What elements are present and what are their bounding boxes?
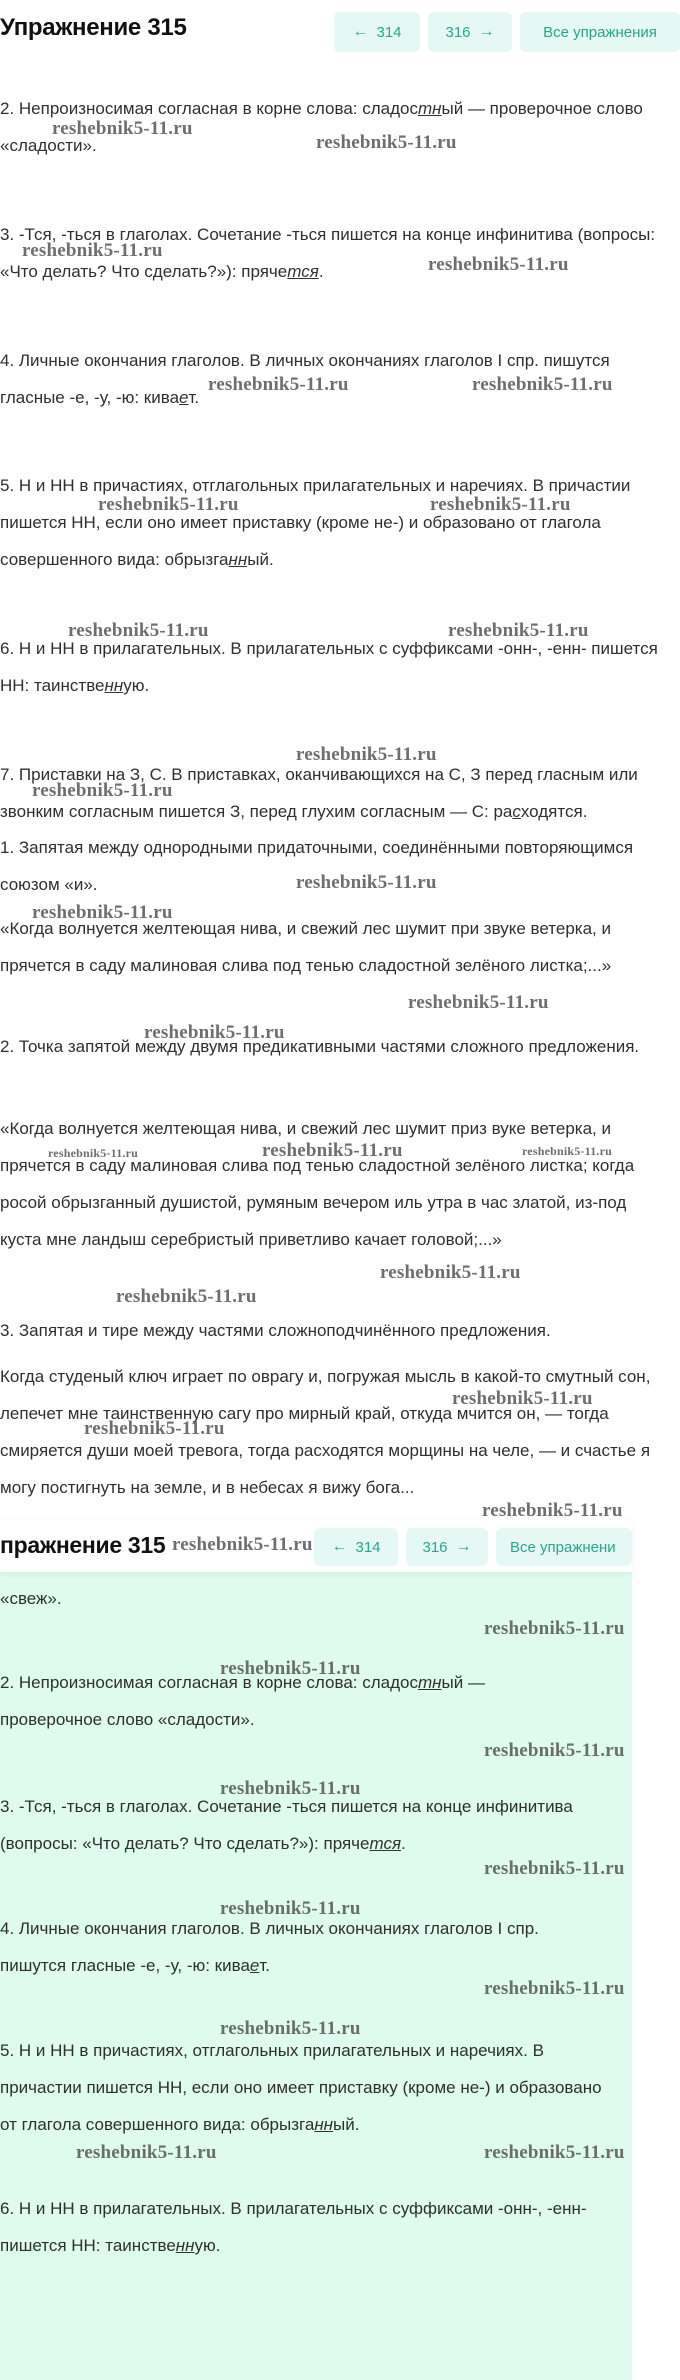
rule-text: 3. -Тся, -ться в глаголах. Сочетание -ться пишется на конце инфинитива (вопросы: «Что делать? Что сделать?»): пряче xyxy=(0,225,656,281)
rule-text: ходятся. xyxy=(520,802,588,821)
sticky-next-label: 316 xyxy=(422,1538,448,1556)
watermark: reshebnik5-11.ru xyxy=(220,1658,361,1679)
next-exercise-label: 316 xyxy=(445,23,471,41)
rule-text: 6. Н и НН в прилагательных. В прилагательных с суффиксами -онн-, -енн- пишется НН: таинстве xyxy=(0,639,658,695)
watermark: reshebnik5-11.ru xyxy=(220,1898,361,1919)
rule-text: 5. Н и НН в причастиях, отглагольных прилагательных и наречиях. В причастии пишется НН, если оно имеет приставку (кроме не-) и образовано от глагола совершенного вида: обрызга xyxy=(0,476,631,569)
all-exercises-label: Все упражнения xyxy=(543,23,657,41)
quote-1: «Когда волнуется желтеющая нива, и свежий лес шумит при звуке ветерка, и прячется в саду малиновая слива под тенью сладостной зелёного листка;...» xyxy=(0,919,612,975)
highlighted-letters: нн xyxy=(104,676,124,695)
highlighted-letters: тся xyxy=(287,262,319,281)
watermark: reshebnik5-11.ru xyxy=(484,2142,625,2163)
prev-exercise-button[interactable] xyxy=(334,12,420,52)
sticky-all-label: Все упражнени xyxy=(510,1538,616,1556)
watermark: reshebnik5-11.ru xyxy=(52,118,193,139)
rule-text: т. xyxy=(259,1956,270,1975)
watermark: reshebnik5-11.ru xyxy=(482,1500,623,1521)
watermark: reshebnik5-11.ru xyxy=(296,744,437,765)
quote-3: Когда студеный ключ играет по оврагу и, погружая мысль в какой-то смутный сон, лепечет мне таинственную сагу про мирный край, откуда мчится он, — тогда смиряется души моей тревога, тогда расходятся морщины на челе, — и счастье я могу постигнуть на земле, и в небесах я вижу бога... xyxy=(0,1367,651,1497)
watermark: reshebnik5-11.ru xyxy=(484,1740,625,1761)
rule-text: 4. Личные окончания глаголов. В личных окончаниях глаголов I спр. пишутся гласные -е, -у, -ю: кива xyxy=(0,1919,539,1975)
watermark: reshebnik5-11.ru xyxy=(172,1534,313,1555)
sticky-header xyxy=(0,1520,632,1572)
rule-text: т. xyxy=(188,388,200,407)
rule-text: ую. xyxy=(194,2236,221,2255)
rule-5 xyxy=(0,467,668,578)
rule-text: 4. Личные окончания глаголов. В личных окончаниях глаголов I спр. пишутся гласные -е, -у, -ю: кива xyxy=(0,351,610,407)
bottom-rule-6 xyxy=(0,2190,620,2264)
watermark: reshebnik5-11.ru xyxy=(220,1778,361,1799)
arrow-left-icon: ← xyxy=(331,1538,348,1555)
punctuation-rule-1: 1. Запятая между однородными придаточными, соединёнными повторяющимся союзом «и». xyxy=(0,838,634,894)
watermark: reshebnik5-11.ru xyxy=(144,1022,285,1043)
highlighted-letters: тн xyxy=(417,1673,442,1692)
watermark: reshebnik5-11.ru xyxy=(84,1418,225,1439)
arrow-left-icon: ← xyxy=(352,23,369,40)
punctuation-rule-3: 3. Запятая и тире между частями сложноподчинённого предложения. xyxy=(0,1321,551,1340)
rule-text: 2. Непроизносимая согласная в корне слова: сладос xyxy=(0,99,418,118)
highlighted-letters: нн xyxy=(175,2236,195,2255)
sticky-prev-exercise-button[interactable] xyxy=(314,1528,398,1566)
highlighted-letters: с xyxy=(512,802,521,821)
watermark: reshebnik5-11.ru xyxy=(380,1262,521,1283)
next-exercise-button[interactable] xyxy=(428,12,512,52)
watermark: reshebnik5-11.ru xyxy=(522,1144,612,1158)
watermark: reshebnik5-11.ru xyxy=(220,2018,361,2039)
rule-text: 6. Н и НН в прилагательных. В прилагательных с суффиксами -онн-, -енн- пишется НН: таинстве xyxy=(0,2199,587,2255)
watermark: reshebnik5-11.ru xyxy=(208,374,349,395)
arrow-right-icon: → xyxy=(455,1538,472,1555)
watermark: reshebnik5-11.ru xyxy=(452,1388,593,1409)
watermark: reshebnik5-11.ru xyxy=(116,1286,257,1307)
highlighted-letters: тн xyxy=(417,99,442,118)
watermark: reshebnik5-11.ru xyxy=(472,374,613,395)
prev-exercise-label: 314 xyxy=(376,23,402,41)
sticky-page-title: пражнение 315 xyxy=(0,1532,166,1558)
rule-text: . xyxy=(401,1834,406,1853)
watermark: reshebnik5-11.ru xyxy=(68,620,209,641)
punctuation-rule-2: 2. Точка запятой между двумя предикативными частями сложного предложения. xyxy=(0,1037,640,1056)
watermark: reshebnik5-11.ru xyxy=(296,872,437,893)
watermark: reshebnik5-11.ru xyxy=(430,494,571,515)
watermark: reshebnik5-11.ru xyxy=(484,1618,625,1639)
bottom-rule-5 xyxy=(0,2032,620,2143)
sticky-all-exercises-button[interactable] xyxy=(496,1528,632,1566)
page-header xyxy=(0,0,680,60)
sticky-next-exercise-button[interactable] xyxy=(406,1528,488,1566)
watermark: reshebnik5-11.ru xyxy=(76,2142,217,2163)
rule-text: ый. xyxy=(247,550,274,569)
watermark: reshebnik5-11.ru xyxy=(32,780,173,801)
sticky-prev-label: 314 xyxy=(355,1538,381,1556)
watermark: reshebnik5-11.ru xyxy=(448,620,589,641)
highlighted-letters: е xyxy=(179,388,189,407)
all-exercises-button[interactable] xyxy=(520,12,680,52)
rule-text: ый. xyxy=(333,2115,360,2134)
watermark: reshebnik5-11.ru xyxy=(316,132,457,153)
page-title: Упражнение 315 xyxy=(0,14,187,41)
watermark: reshebnik5-11.ru xyxy=(22,240,163,261)
rule-text: . xyxy=(318,262,324,281)
watermark: reshebnik5-11.ru xyxy=(48,1146,138,1160)
rule-text: 5. Н и НН в причастиях, отглагольных прилагательных и наречиях. В причастии пишется НН, если оно имеет приставку (кроме не-) и образовано от глагола совершенного вида: обрызга xyxy=(0,2041,602,2134)
rule-text: 7. Приставки на З, С. В приставках, оканчивающихся на С, З перед гласным или звонким согласным пишется З, перед глухим согласным — С: ра xyxy=(0,765,638,821)
rule-text: ый — проверочное слово «сладости». xyxy=(0,99,643,155)
rule-text: ый — проверочное слово «сладости». xyxy=(0,1673,485,1729)
watermark: reshebnik5-11.ru xyxy=(32,902,173,923)
watermark: reshebnik5-11.ru xyxy=(428,254,569,275)
highlighted-letters: нн xyxy=(228,550,248,569)
watermark: reshebnik5-11.ru xyxy=(98,494,239,515)
bottom-rule-4 xyxy=(0,1910,580,1984)
highlighted-letters: е xyxy=(249,1956,260,1975)
watermark: reshebnik5-11.ru xyxy=(484,1978,625,1999)
quote-2: «Когда волнуется желтеющая нива, и свежий лес шумит приз вуке ветерка, и прячется в саду малиновая слива под тенью сладостной зелёного листка; когда росой обрызганный душистой, румяным вечером иль утра в час златой, из-под куста мне ландыш серебристый приветливо качает головой;...» xyxy=(0,1119,635,1249)
watermark: reshebnik5-11.ru xyxy=(484,1858,625,1879)
watermark: reshebnik5-11.ru xyxy=(262,1140,403,1161)
watermark: reshebnik5-11.ru xyxy=(408,992,549,1013)
arrow-right-icon: → xyxy=(478,23,495,40)
rule-text: 2. Непроизносимая согласная в корне слова: сладос xyxy=(0,1673,418,1692)
bottom-fragment: «свеж». xyxy=(0,1589,62,1608)
highlighted-letters: нн xyxy=(314,2115,334,2134)
highlighted-letters: тся xyxy=(369,1834,402,1853)
rule-text: 3. -Тся, -ться в глаголах. Сочетание -ться пишется на конце инфинитива (вопросы: «Что делать? Что сделать?»): пряче xyxy=(0,1797,573,1853)
rule-text: ую. xyxy=(123,676,150,695)
